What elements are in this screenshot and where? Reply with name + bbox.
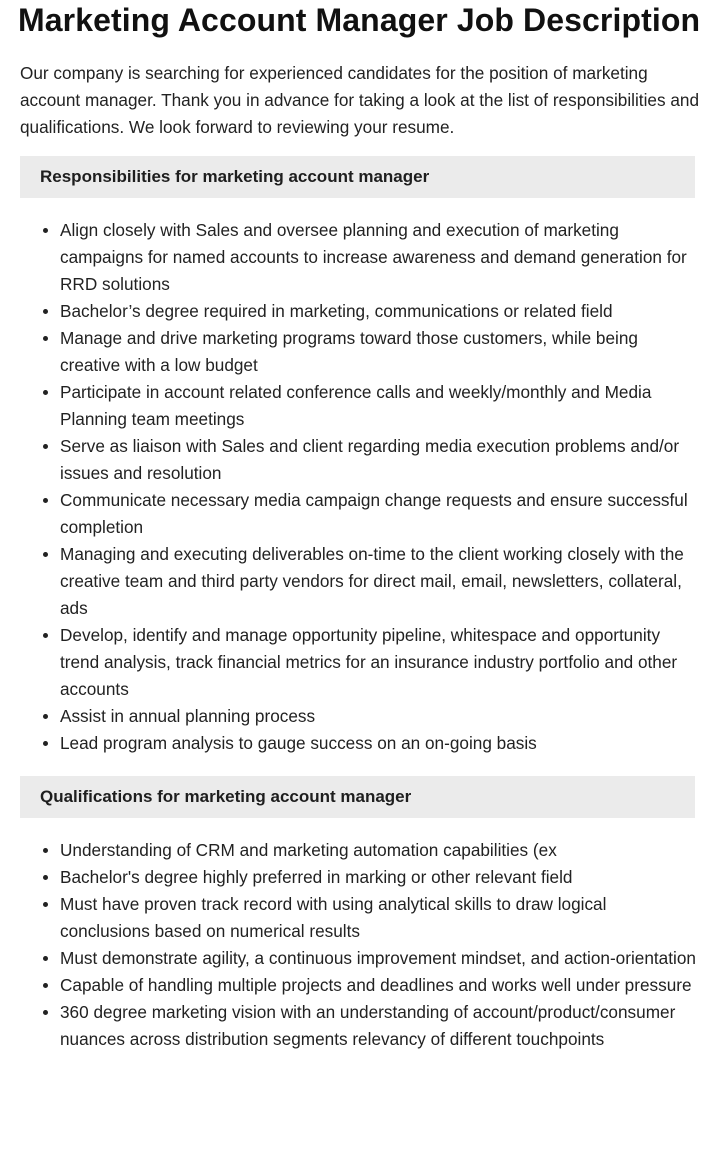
responsibility-item: Lead program analysis to gauge success on an on-going basis: [60, 730, 700, 757]
responsibility-item: Participate in account related conference calls and weekly/monthly and Media Planning team meetings: [60, 379, 700, 433]
qualifications-heading: Qualifications for marketing account manager: [20, 776, 695, 818]
responsibility-item: Manage and drive marketing programs toward those customers, while being creative with a low budget: [60, 325, 700, 379]
qualification-item: 360 degree marketing vision with an understanding of account/product/consumer nuances across distribution segments relevancy of different touchpoints: [60, 999, 700, 1053]
qualification-item: Bachelor's degree highly preferred in marking or other relevant field: [60, 864, 700, 891]
page-title: Marketing Account Manager Job Description: [18, 2, 701, 38]
intro-paragraph: Our company is searching for experienced candidates for the position of marketing account manager. Thank you in advance for taking a look at the list of responsibilities and qualifications. We look forward to reviewing your resume.: [20, 63, 699, 137]
responsibility-item: Serve as liaison with Sales and client regarding media execution problems and/or issues and resolution: [60, 433, 700, 487]
qualification-item: Understanding of CRM and marketing automation capabilities (ex: [60, 837, 700, 864]
qualification-item: Must have proven track record with using analytical skills to draw logical conclusions based on numerical results: [60, 891, 700, 945]
qualification-item: Must demonstrate agility, a continuous improvement mindset, and action-orientation: [60, 945, 700, 972]
responsibility-item: Align closely with Sales and oversee planning and execution of marketing campaigns for named accounts to increase awareness and demand generation for RRD solutions: [60, 217, 700, 298]
qualification-item: Capable of handling multiple projects and deadlines and works well under pressure: [60, 972, 700, 999]
responsibility-item: Develop, identify and manage opportunity pipeline, whitespace and opportunity trend analysis, track financial metrics for an insurance industry portfolio and other accounts: [60, 622, 700, 703]
responsibilities-heading: Responsibilities for marketing account manager: [20, 156, 695, 198]
responsibility-item: Assist in annual planning process: [60, 703, 700, 730]
qualifications-list: [0, 837, 700, 1053]
responsibility-item: Managing and executing deliverables on-time to the client working closely with the creative team and third party vendors for direct mail, email, newsletters, collateral, ads: [60, 541, 700, 622]
responsibility-item: Bachelor’s degree required in marketing, communications or related field: [60, 298, 700, 325]
responsibility-item: Communicate necessary media campaign change requests and ensure successful completion: [60, 487, 700, 541]
responsibilities-list: [0, 217, 700, 757]
